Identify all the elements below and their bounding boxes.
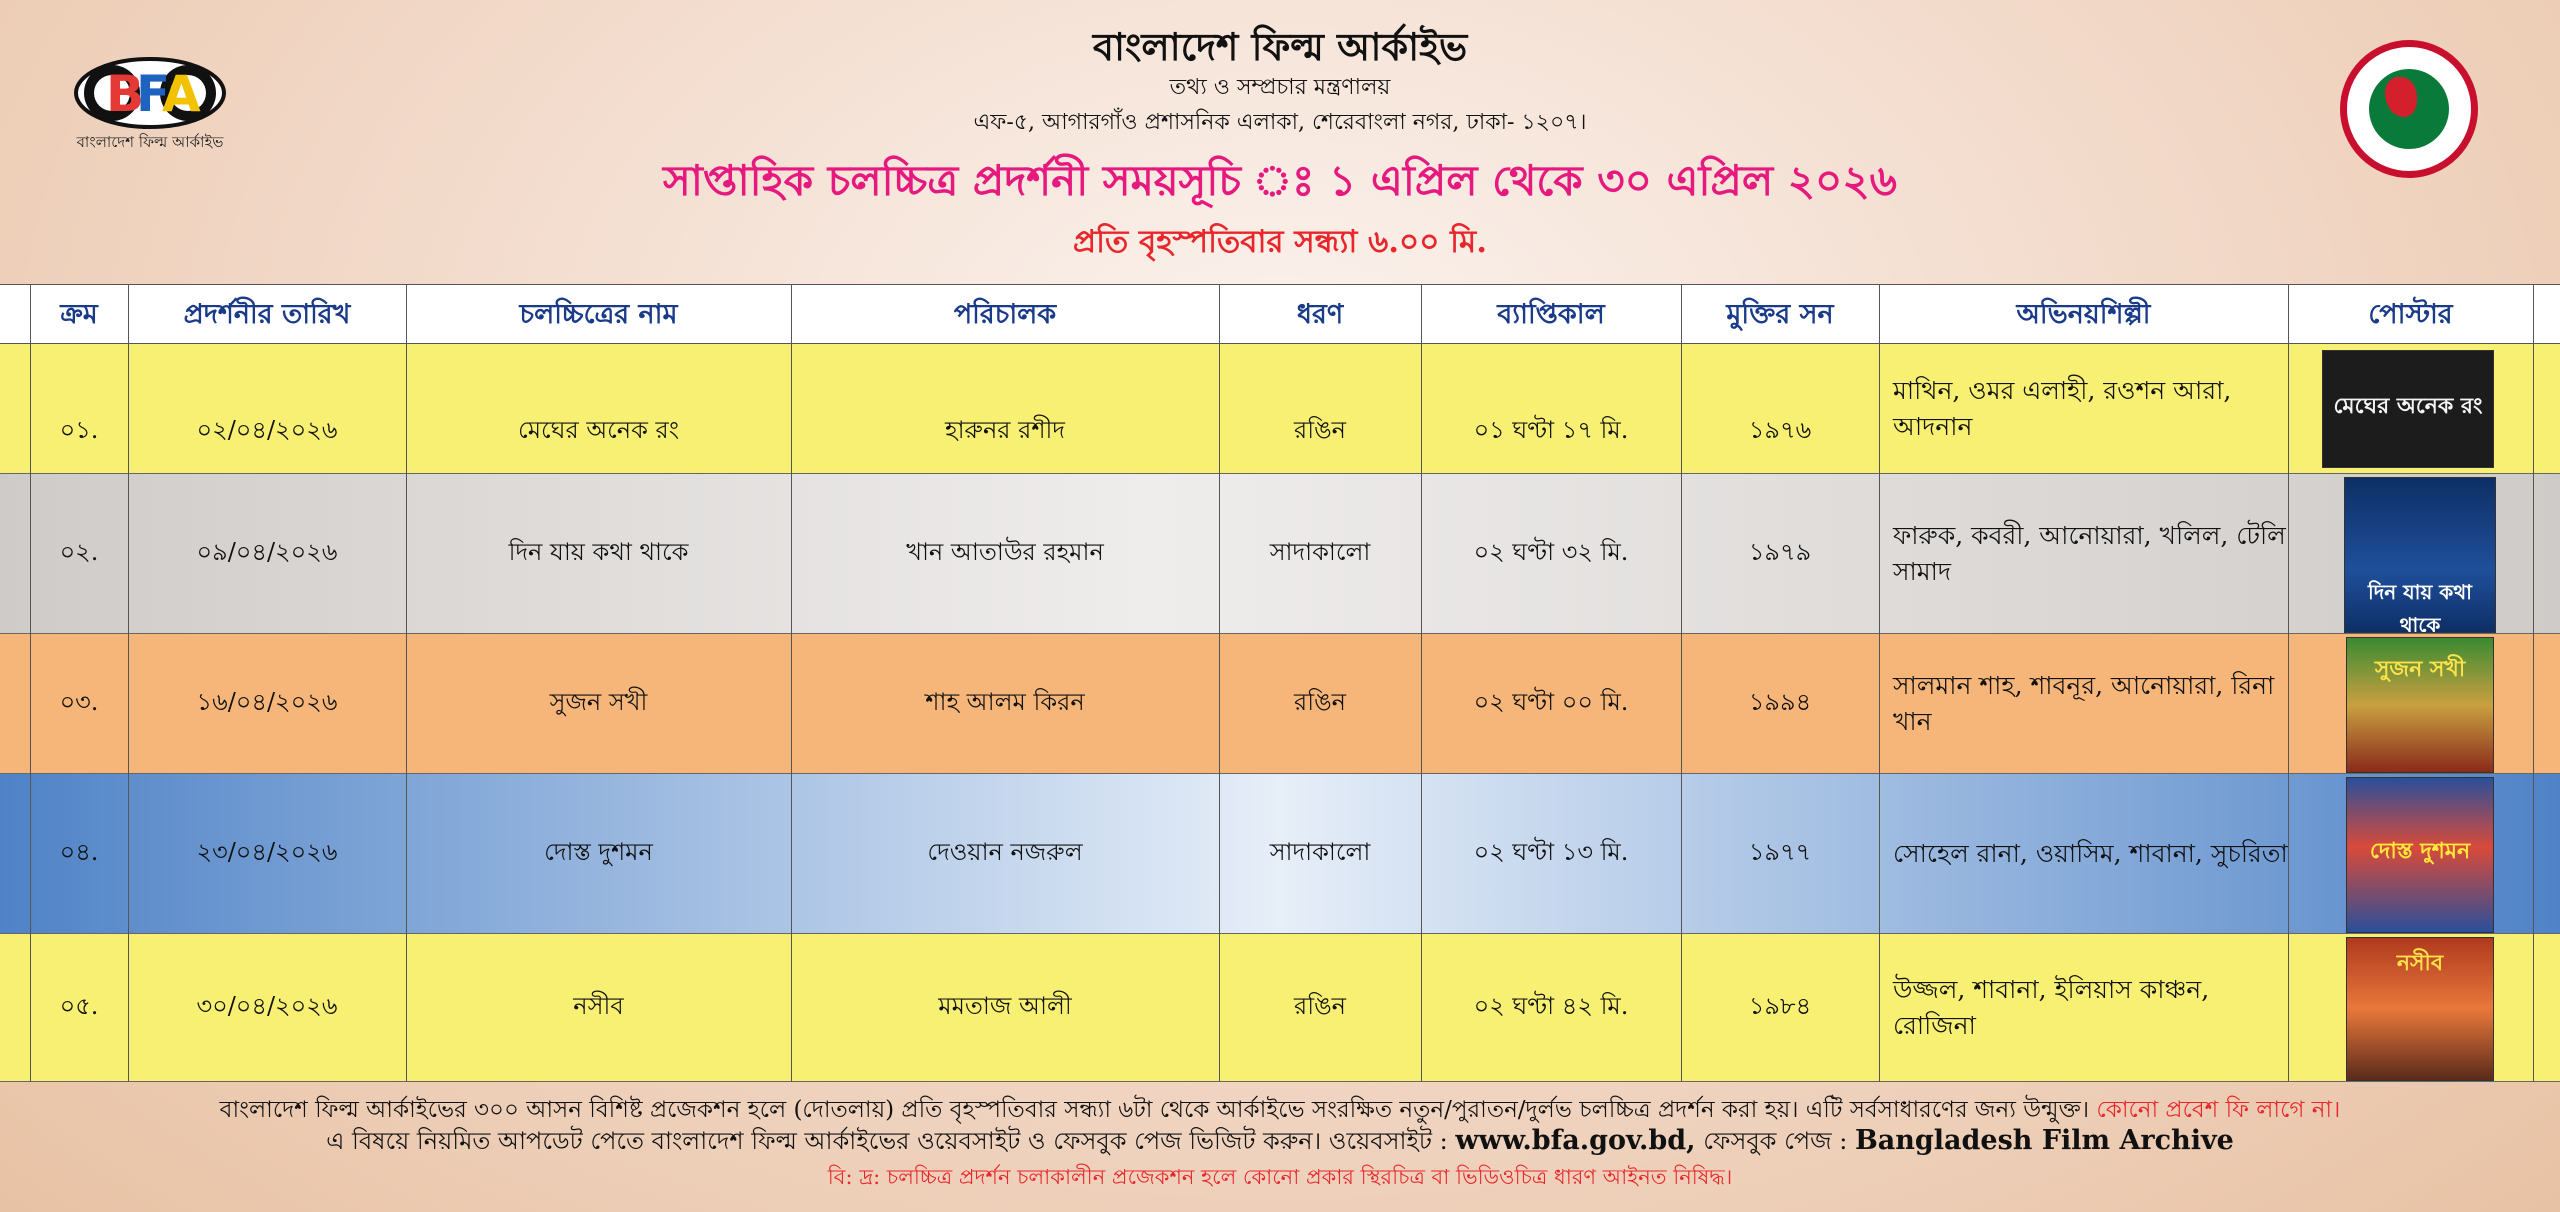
column-divider (30, 284, 31, 1082)
row-film: দিন যায় কথা থাকে (508, 537, 689, 566)
column-divider (1879, 284, 1880, 1082)
row-director: দেওয়ান নজরুল (927, 837, 1083, 866)
table-row (0, 774, 2560, 934)
row-duration: ০২ ঘণ্টা ৩২ মি. (1473, 537, 1629, 566)
row-serial: ০৪. (59, 837, 99, 866)
row-director: হারুনর রশীদ (944, 415, 1065, 444)
row-director: শাহ আলম কিরন (925, 687, 1085, 716)
table-row (0, 634, 2560, 774)
svg-text:B: B (106, 65, 145, 123)
row-year: ১৯৮৪ (1748, 991, 1812, 1020)
col-director: পরিচালক (953, 299, 1057, 330)
row-type: রঙিন (1294, 687, 1346, 716)
table-row (0, 934, 2560, 1082)
poster-image (2346, 777, 2494, 933)
row-type: সাদাকালো (1269, 837, 1371, 866)
row-date: ০২/০৪/২০২৬ (196, 415, 338, 444)
row-year: ১৯৭৬ (1748, 415, 1812, 444)
poster-image (2344, 477, 2496, 633)
svg-text:A: A (162, 65, 201, 123)
website-link[interactable]: www.bfa.gov.bd, (1455, 1125, 1696, 1156)
poster-image (2346, 937, 2494, 1081)
col-year: মুক্তির সন (1726, 299, 1834, 330)
footer-links (0, 1123, 2560, 1163)
footer-note: বি: দ্র: চলচ্চিত্র প্রদর্শন চলাকালীন প্রজেকশন হলে কোনো প্রকার স্থিরচিত্র বা ভিডিওচিত্র ধারণ আইনত নিষিদ্ধ। (827, 1165, 1733, 1189)
row-date: ২৩/০৪/২০২৬ (196, 837, 338, 866)
row-type: সাদাকালো (1269, 537, 1371, 566)
poster-image (2322, 350, 2494, 468)
row-artists: সালমান শাহ, শাবনূর, আনোয়ারা, রিনা খান (1893, 670, 2275, 736)
row-director: খান আতাউর রহমান (906, 537, 1104, 566)
row-date: ১৬/০৪/২০২৬ (196, 687, 338, 716)
row-date: ৩০/০৪/২০২৬ (196, 991, 338, 1020)
row-artists: উজ্জল, শাবানা, ইলিয়াস কাঞ্চন, রোজিনা (1893, 974, 2210, 1040)
row-serial: ০২. (59, 537, 99, 566)
header (0, 0, 2560, 285)
column-divider (128, 284, 129, 1082)
column-divider (2288, 284, 2289, 1082)
row-year: ১৯৭৭ (1748, 837, 1812, 866)
column-divider (1421, 284, 1422, 1082)
row-film: সুজন সখী (549, 687, 648, 716)
row-duration: ০১ ঘণ্টা ১৭ মি. (1473, 415, 1629, 444)
row-serial: ০৫. (59, 991, 99, 1020)
col-serial: ক্রম (60, 299, 98, 330)
row-date: ০৯/০৪/২০২৬ (196, 537, 338, 566)
col-date: প্রদর্শনীর তারিখ (183, 299, 351, 330)
schedule-table (0, 284, 2560, 1082)
col-poster: পোস্টার (2368, 299, 2453, 330)
col-film: চলচ্চিত্রের নাম (519, 299, 678, 330)
row-artists: সোহেল রানা, ওয়াসিম, শাবানা, সুচরিতা (1893, 838, 2288, 868)
poster-title: নসীব (2396, 950, 2444, 976)
table-row (0, 344, 2560, 474)
table-row (0, 474, 2560, 634)
col-artists: অভিনয়শিল্পী (2016, 299, 2151, 330)
poster-title: দিন যায় কথা থাকে (2368, 580, 2472, 633)
show-time: প্রতি বৃহস্পতিবার সন্ধ্যা ৬.০০ মি. (1072, 224, 1488, 260)
facebook-link[interactable]: Bangladesh Film Archive (1854, 1125, 2234, 1156)
col-type: ধরণ (1296, 299, 1344, 330)
row-type: রঙিন (1294, 991, 1346, 1020)
row-film: মেঘের অনেক রং (517, 415, 680, 444)
svg-text:F: F (136, 65, 171, 123)
column-divider (2533, 284, 2534, 1082)
schedule-title: সাপ্তাহিক চলচ্চিত্র প্রদর্শনী সময়সূচি ঃ ১ এপ্রিল থেকে ৩০ এপ্রিল ২০২৬ (663, 156, 1897, 205)
poster-title: মেঘের অনেক রং (2333, 393, 2483, 419)
column-divider (791, 284, 792, 1082)
row-year: ১৯৯৪ (1748, 687, 1812, 716)
footer (0, 1083, 2560, 1212)
row-year: ১৯৭৯ (1748, 537, 1812, 566)
poster-title: সুজন সখী (2374, 656, 2466, 682)
poster-title: দোস্ত দুশমন (2369, 838, 2471, 864)
government-seal (2340, 40, 2478, 178)
row-film: দোস্ত দুশমন (544, 837, 653, 866)
row-duration: ০২ ঘণ্টা ১৩ মি. (1473, 837, 1629, 866)
page-title: বাংলাদেশ ফিল্ম আর্কাইভ (1092, 24, 1468, 69)
row-artists: ফারুক, কবরী, আনোয়ারা, খলিল, টেলি সামাদ (1893, 520, 2286, 586)
ministry-name: তথ্য ও সম্প্রচার মন্ত্রণালয় (1169, 75, 1391, 100)
poster-image (2346, 637, 2494, 773)
row-artists: মাথিন, ওমর এলাহী, রওশন আরা, আদনান (1893, 375, 2232, 441)
row-director: মমতাজ আলী (938, 991, 1072, 1020)
row-serial: ০১. (59, 415, 99, 444)
logo-caption: বাংলাদেশ ফিল্ম আর্কাইভ (76, 133, 224, 151)
table-header (0, 284, 2560, 344)
address: এফ-৫, আগারগাঁও প্রশাসনিক এলাকা, শেরেবাংলা নগর, ঢাকা- ১২০৭। (973, 110, 1587, 135)
row-duration: ০২ ঘণ্টা ০০ মি. (1473, 687, 1629, 716)
row-film: নসীব (573, 991, 624, 1020)
column-divider (1681, 284, 1682, 1082)
row-serial: ০৩. (59, 687, 99, 716)
facebook-label: ফেসবুক পেজ : (1703, 1127, 1848, 1155)
column-divider (406, 284, 407, 1082)
column-divider (1219, 284, 1220, 1082)
col-duration: ব্যাপ্তিকাল (1497, 299, 1605, 330)
footer-info-text: বাংলাদেশ ফিল্ম আর্কাইভের ৩০০ আসন বিশিষ্ট প্রজেকশন হলে (দোতলায়) প্রতি বৃহস্পতিবার সন্ধ্যা ৬টা থেকে আর্কাইভে সংরক্ষিত নতুন/পুরাতন/দুর্লভ চলচ্চিত্র প্রদর্শন করা হয়। এটি সর্বসাধারণের জন্য উন্মুক্ত। (219, 1097, 2090, 1123)
footer-update-text: এ বিষয়ে নিয়মিত আপডেট পেতে বাংলাদেশ ফিল্ম আর্কাইভের ওয়েবসাইট ও ফেসবুক পেজ ভিজিট করুন। ওয়েবসাইট : (326, 1127, 1448, 1155)
footer-free-entry: কোনো প্রবেশ ফি লাগে না। (2096, 1097, 2341, 1123)
row-type: রঙিন (1294, 415, 1346, 444)
row-duration: ০২ ঘণ্টা ৪২ মি. (1473, 991, 1629, 1020)
